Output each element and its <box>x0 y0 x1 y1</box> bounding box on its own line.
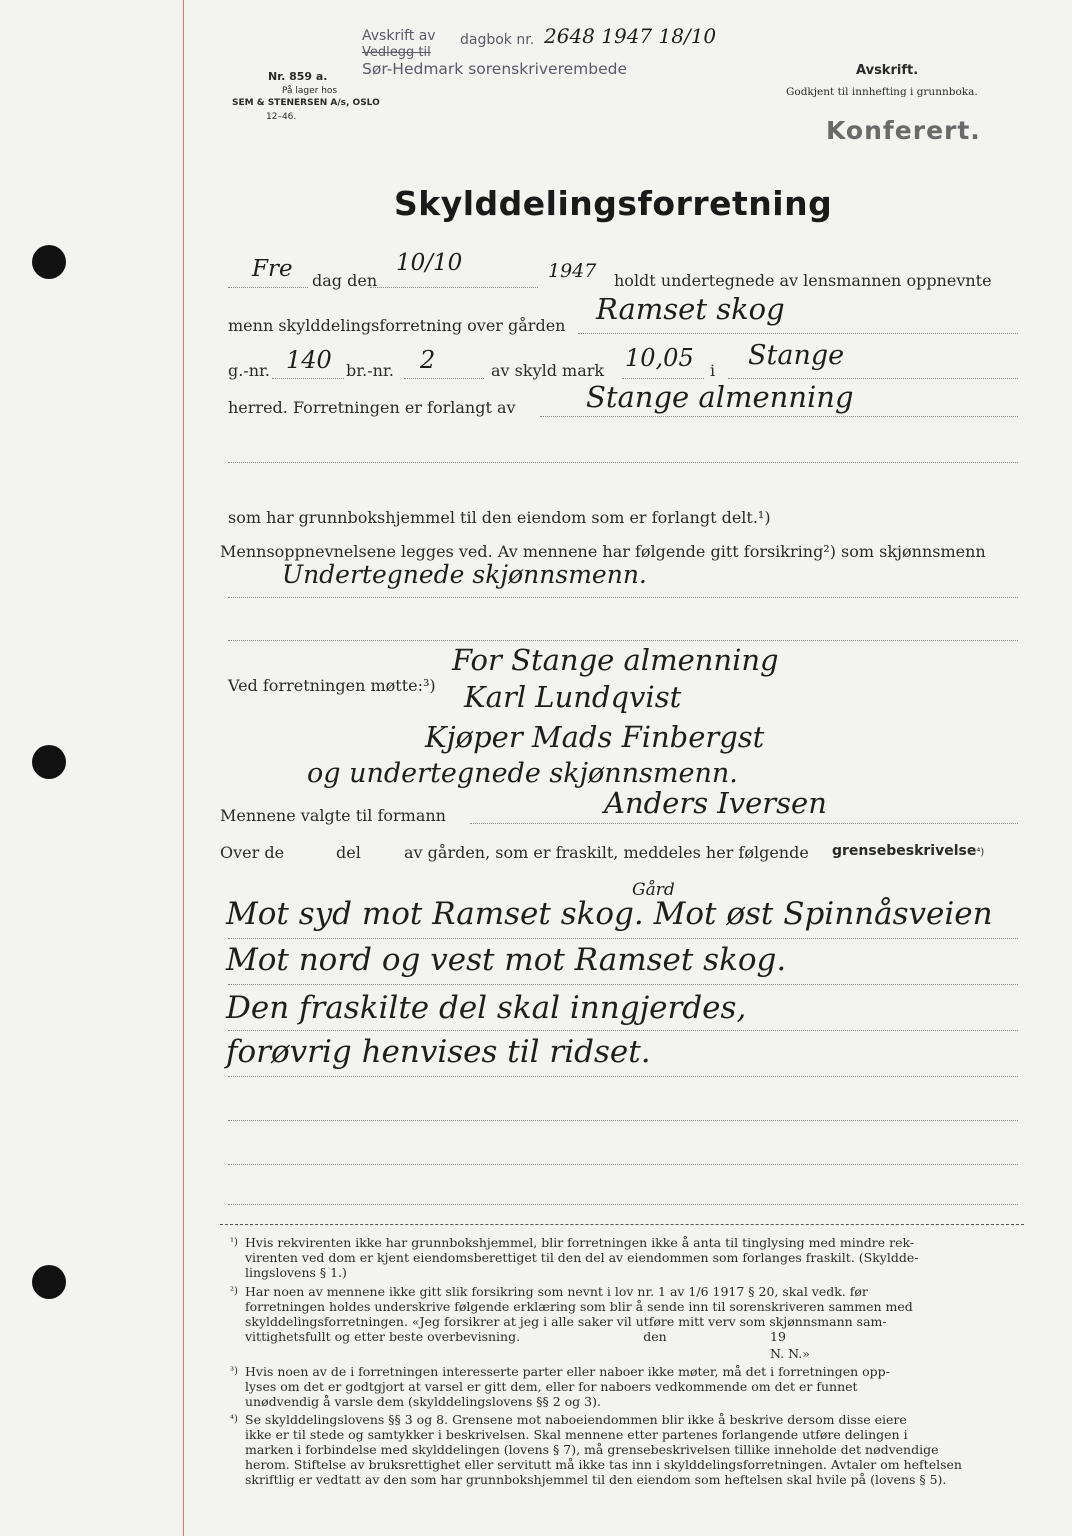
attendee-line-1: For Stange almenning <box>452 643 779 677</box>
footnote-text: lyses om det er godtgjort at varsel er gitt dem, eller for naboers vedkommende om det er funnet <box>245 1379 858 1394</box>
label-gnr: g.-nr. <box>228 361 271 380</box>
footnote-3 <box>230 1364 1025 1409</box>
label-skyld-mark: av skyld mark <box>491 361 605 380</box>
footnote-text: skriftlig er vedtatt av den som har grunnbokshjemmel til den eiendom som heftelsen skal hvile på (lovens § 5). <box>245 1472 947 1487</box>
label-over-de: Over de <box>220 843 285 862</box>
grensebeskrivelse-word: grensebeskrivelse <box>832 843 977 859</box>
label-motte: Ved forretningen møtte:³) <box>228 676 436 695</box>
page-title: Skylddelingsforretning <box>394 184 833 223</box>
label-forlangt-av: herred. Forretningen er forlangt av <box>228 398 516 417</box>
footnote-signature <box>770 1346 810 1361</box>
footnote-number: ²) <box>230 1286 238 1297</box>
label-av-gaarden: av gården, som er fraskilt, meddeles her følgende <box>404 843 809 862</box>
label-grunnbokshjemmel: som har grunnbokshjemmel til den eiendom som er forlangt delt.¹) <box>228 508 771 527</box>
footnote-text: marken i forbindelse med skylddelingen (lovens § 7), må grensebeskrivelsen tillike inneholde det nødvendige <box>245 1442 939 1457</box>
punch-hole-top <box>32 245 66 279</box>
hand-year: 1947 <box>548 260 597 282</box>
form-number: Nr. 859 a. <box>268 70 328 83</box>
footnote-ref-4: ⁴) <box>976 847 985 858</box>
avskrift-subtitle: Godkjent til innhefting i grunnboka. <box>786 86 978 98</box>
label-grensebeskrivelse <box>832 843 984 859</box>
margin-rule <box>183 0 184 1536</box>
footnote-text: vittighetsfullt og etter beste overbevisning. den 19 <box>245 1329 786 1344</box>
label-dag-den: dag den <box>312 271 378 290</box>
dotted-line <box>470 823 1018 824</box>
dotted-line <box>228 597 1018 598</box>
attendee-line-4: og undertegnede skjønnsmenn. <box>307 758 738 789</box>
insert-word: Gård <box>632 880 675 900</box>
dotted-line <box>228 1076 1018 1077</box>
footnote-text: Se skylddelingslovens §§ 3 og 8. Grensene mot naboeiendommen blir ikke å beskrive dersom disse eiere <box>245 1412 907 1427</box>
footnote-text: ikke er til stede og samtykker i beskrivelsen. Skal mennene etter partenes forlangende utføre delingen i <box>245 1427 908 1442</box>
footnote-number: ³) <box>230 1366 238 1377</box>
label-brnr: br.-nr. <box>346 361 394 380</box>
footnote-text: Hvis noen av de i forretningen interesserte parter eller naboer ikke møter, må det i forretningen opp- <box>245 1364 890 1379</box>
label-gaarden: menn skylddelingsforretning over gården <box>228 316 566 335</box>
footnote-text: N. N.» <box>770 1346 810 1361</box>
label-formann: Mennene valgte til formann <box>220 806 446 825</box>
hand-brnr: 2 <box>420 346 436 374</box>
footnote-text: lingslovens § 1.) <box>245 1265 347 1280</box>
stamp-office: Sør-Hedmark sorenskriverembede <box>362 60 628 78</box>
dotted-line <box>228 1164 1018 1165</box>
stamp-avskrift-av: Avskrift av <box>362 28 436 44</box>
attendee-line-3: Kjøper Mads Finbergst <box>425 720 765 754</box>
publisher-line-3: 12–46. <box>266 112 297 122</box>
dotted-line <box>228 1204 1018 1205</box>
stamp-handwritten-number: 2648 1947 18/10 <box>544 24 717 48</box>
dotted-line <box>622 378 704 379</box>
hand-weekday: Fre <box>252 256 293 282</box>
footnote-text: unødvendig å varsle dem (skylddelingslovens §§ 2 og 3). <box>245 1394 601 1409</box>
dotted-line <box>370 287 538 288</box>
dotted-line <box>404 378 484 379</box>
hand-formann: Anders Iversen <box>604 786 827 820</box>
hand-gnr: 140 <box>286 346 332 374</box>
dotted-line <box>540 416 1018 417</box>
footnote-text: Har noen av mennene ikke gitt slik forsikring som nevnt i lov nr. 1 av 1/6 1917 § 20, skal vedk. før <box>245 1284 868 1299</box>
description-line-3: Den fraskilte del skal inngjerdes, <box>226 990 747 1026</box>
attendee-line-2: Karl Lundqvist <box>464 680 682 714</box>
label-mennsoppnevnelsene: Mennsoppnevnelsene legges ved. Av mennene har følgende gitt forsikring²) som skjønnsmenn <box>220 542 986 561</box>
description-line-2: Mot nord og vest mot Ramset skog. <box>226 942 787 978</box>
hand-skjonnsmenn: Undertegnede skjønnsmenn. <box>282 560 647 589</box>
label-holdt: holdt undertegnede av lensmannen oppnevnte <box>614 271 992 290</box>
dotted-line <box>578 333 1018 334</box>
dotted-line <box>728 378 1018 379</box>
dotted-line <box>228 640 1018 641</box>
footnote-4 <box>230 1412 1025 1487</box>
footnote-number: ¹) <box>230 1237 238 1248</box>
dotted-line <box>228 287 308 288</box>
konferert-stamp: Konferert. <box>826 116 981 145</box>
label-del: del <box>336 843 361 862</box>
footnote-number: ⁴) <box>230 1414 238 1425</box>
hand-mark: 10,05 <box>625 344 694 372</box>
footnote-text: herom. Stiftelse av bruksrettighet eller servitutt må ikke tas inn i skylddelingsforretningen. Avtaler om heftelsen <box>245 1457 962 1472</box>
hand-date: 10/10 <box>396 250 463 276</box>
dotted-line <box>228 984 1018 985</box>
footnote-1 <box>230 1235 1025 1280</box>
footnote-text: skylddelingsforretningen. «Jeg forsikrer at jeg i alle saker vil utføre mitt verv som skjønnsmann sam- <box>245 1314 887 1329</box>
footnote-text: virenten ved dom er kjent eiendomsberettiget til den del av eiendommen som forlanges fraskilt. (Skyldde- <box>245 1250 919 1265</box>
publisher-line-2: SEM & STENERSEN A/s, OSLO <box>232 98 380 108</box>
footnote-separator <box>220 1224 1024 1225</box>
dotted-line <box>272 378 344 379</box>
stamp-dagbok: dagbok nr. <box>460 32 535 48</box>
punch-hole-middle <box>32 745 66 779</box>
footnote-text: forretningen holdes underskrive følgende erklæring som blir å sende inn til sorenskriveren sammen med <box>245 1299 913 1314</box>
punch-hole-bottom <box>32 1265 66 1299</box>
footnote-2 <box>230 1284 1025 1344</box>
stamp-vedlegg-til: Vedlegg til <box>362 45 431 60</box>
dotted-line <box>228 938 1018 939</box>
description-line-1: Mot syd mot Ramset skog. Mot øst Spinnåsveien <box>226 896 993 932</box>
dotted-line <box>228 1120 1018 1121</box>
description-line-4: forøvrig henvises til ridset. <box>226 1034 651 1070</box>
hand-farm-name: Ramset skog <box>596 292 785 326</box>
avskrift-title: Avskrift. <box>856 63 919 78</box>
dotted-line <box>228 1030 1018 1031</box>
publisher-line-1: På lager hos <box>282 86 338 96</box>
footnote-text: Hvis rekvirenten ikke har grunnbokshjemmel, blir forretningen ikke å anta til tinglysing med mindre rek- <box>245 1235 915 1250</box>
hand-requester: Stange almenning <box>586 380 854 414</box>
dotted-line <box>228 462 1018 463</box>
label-i: i <box>710 361 716 380</box>
hand-place: Stange <box>748 340 845 371</box>
